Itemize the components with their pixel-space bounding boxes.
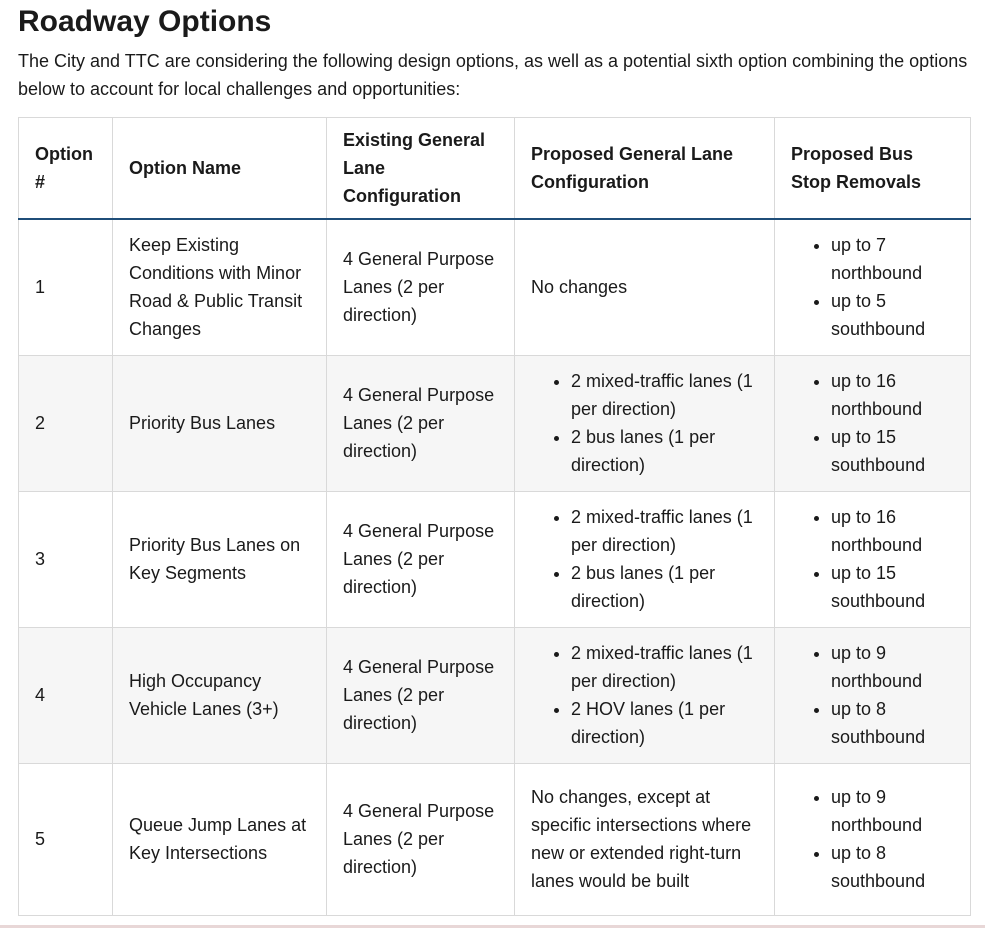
list-item: • 2 HOV lanes (1 per direction) — [571, 695, 758, 751]
option-name: High Occupancy Vehicle Lanes (3+) — [113, 627, 327, 763]
list-item: • up to 16 northbound — [831, 367, 954, 423]
existing-config: 4 General Purpose Lanes (2 per direction) — [327, 491, 515, 627]
table-row — [19, 219, 971, 355]
option-name: Priority Bus Lanes on Key Segments — [113, 491, 327, 627]
table-row — [19, 763, 971, 915]
list-item: • 2 bus lanes (1 per direction) — [571, 559, 758, 615]
bus-stop-removals — [775, 491, 971, 627]
list-item: • up to 8 southbound — [831, 695, 954, 751]
proposed-config — [515, 491, 775, 627]
header-existing-config: Existing General Lane Configuration — [327, 118, 515, 220]
bus-stop-removals — [775, 763, 971, 915]
bus-stop-removals — [775, 219, 971, 355]
option-name: Keep Existing Conditions with Minor Road & Public Transit Changes — [113, 219, 327, 355]
table-body — [19, 219, 971, 915]
existing-config: 4 General Purpose Lanes (2 per direction) — [327, 627, 515, 763]
header-bus-stop-removals: Proposed Bus Stop Removals — [775, 118, 971, 220]
proposed-config — [515, 355, 775, 491]
option-number: 2 — [19, 355, 113, 491]
list-item: • 2 mixed-traffic lanes (1 per direction) — [571, 503, 758, 559]
bus-stop-list — [791, 367, 954, 479]
roadway-options-table — [18, 117, 971, 916]
existing-config: 4 General Purpose Lanes (2 per direction) — [327, 219, 515, 355]
table-row — [19, 491, 971, 627]
list-item: • up to 7 northbound — [831, 231, 954, 287]
table-row — [19, 627, 971, 763]
table-row — [19, 355, 971, 491]
table-header — [19, 118, 971, 220]
list-item: • up to 5 southbound — [831, 287, 954, 343]
intro-paragraph: The City and TTC are considering the following design options, as well as a potential sixth option combining the options below to account for local challenges and opportunities: — [18, 51, 968, 99]
proposed-lane-list — [531, 367, 758, 479]
existing-config: 4 General Purpose Lanes (2 per direction) — [327, 763, 515, 915]
proposed-lane-list — [531, 639, 758, 751]
option-name: Queue Jump Lanes at Key Intersections — [113, 763, 327, 915]
proposed-config — [515, 627, 775, 763]
header-option-name: Option Name — [113, 118, 327, 220]
list-item: • 2 bus lanes (1 per direction) — [571, 423, 758, 479]
option-number: 4 — [19, 627, 113, 763]
proposed-config: No changes, except at specific intersections where new or extended right-turn lanes would be built — [515, 763, 775, 915]
list-item: • 2 mixed-traffic lanes (1 per direction) — [571, 639, 758, 695]
header-proposed-config: Proposed General Lane Configuration — [515, 118, 775, 220]
header-row — [19, 118, 971, 220]
existing-config: 4 General Purpose Lanes (2 per direction) — [327, 355, 515, 491]
list-item: • up to 15 southbound — [831, 423, 954, 479]
option-number: 3 — [19, 491, 113, 627]
bus-stop-list — [791, 783, 954, 895]
list-item: • up to 16 northbound — [831, 503, 954, 559]
proposed-lane-list — [531, 503, 758, 615]
bus-stop-list — [791, 231, 954, 343]
bus-stop-list — [791, 503, 954, 615]
list-item: • up to 9 northbound — [831, 783, 954, 839]
list-item: • up to 8 southbound — [831, 839, 954, 895]
option-number: 5 — [19, 763, 113, 915]
bus-stop-list — [791, 639, 954, 751]
option-number: 1 — [19, 219, 113, 355]
bus-stop-removals — [775, 627, 971, 763]
list-item: • up to 15 southbound — [831, 559, 954, 615]
header-option-number: Option # — [19, 118, 113, 220]
list-item: • up to 9 northbound — [831, 639, 954, 695]
option-name: Priority Bus Lanes — [113, 355, 327, 491]
proposed-config: No changes — [515, 219, 775, 355]
bus-stop-removals — [775, 355, 971, 491]
page-title: Roadway Options — [18, 5, 272, 38]
list-item: • 2 mixed-traffic lanes (1 per direction) — [571, 367, 758, 423]
